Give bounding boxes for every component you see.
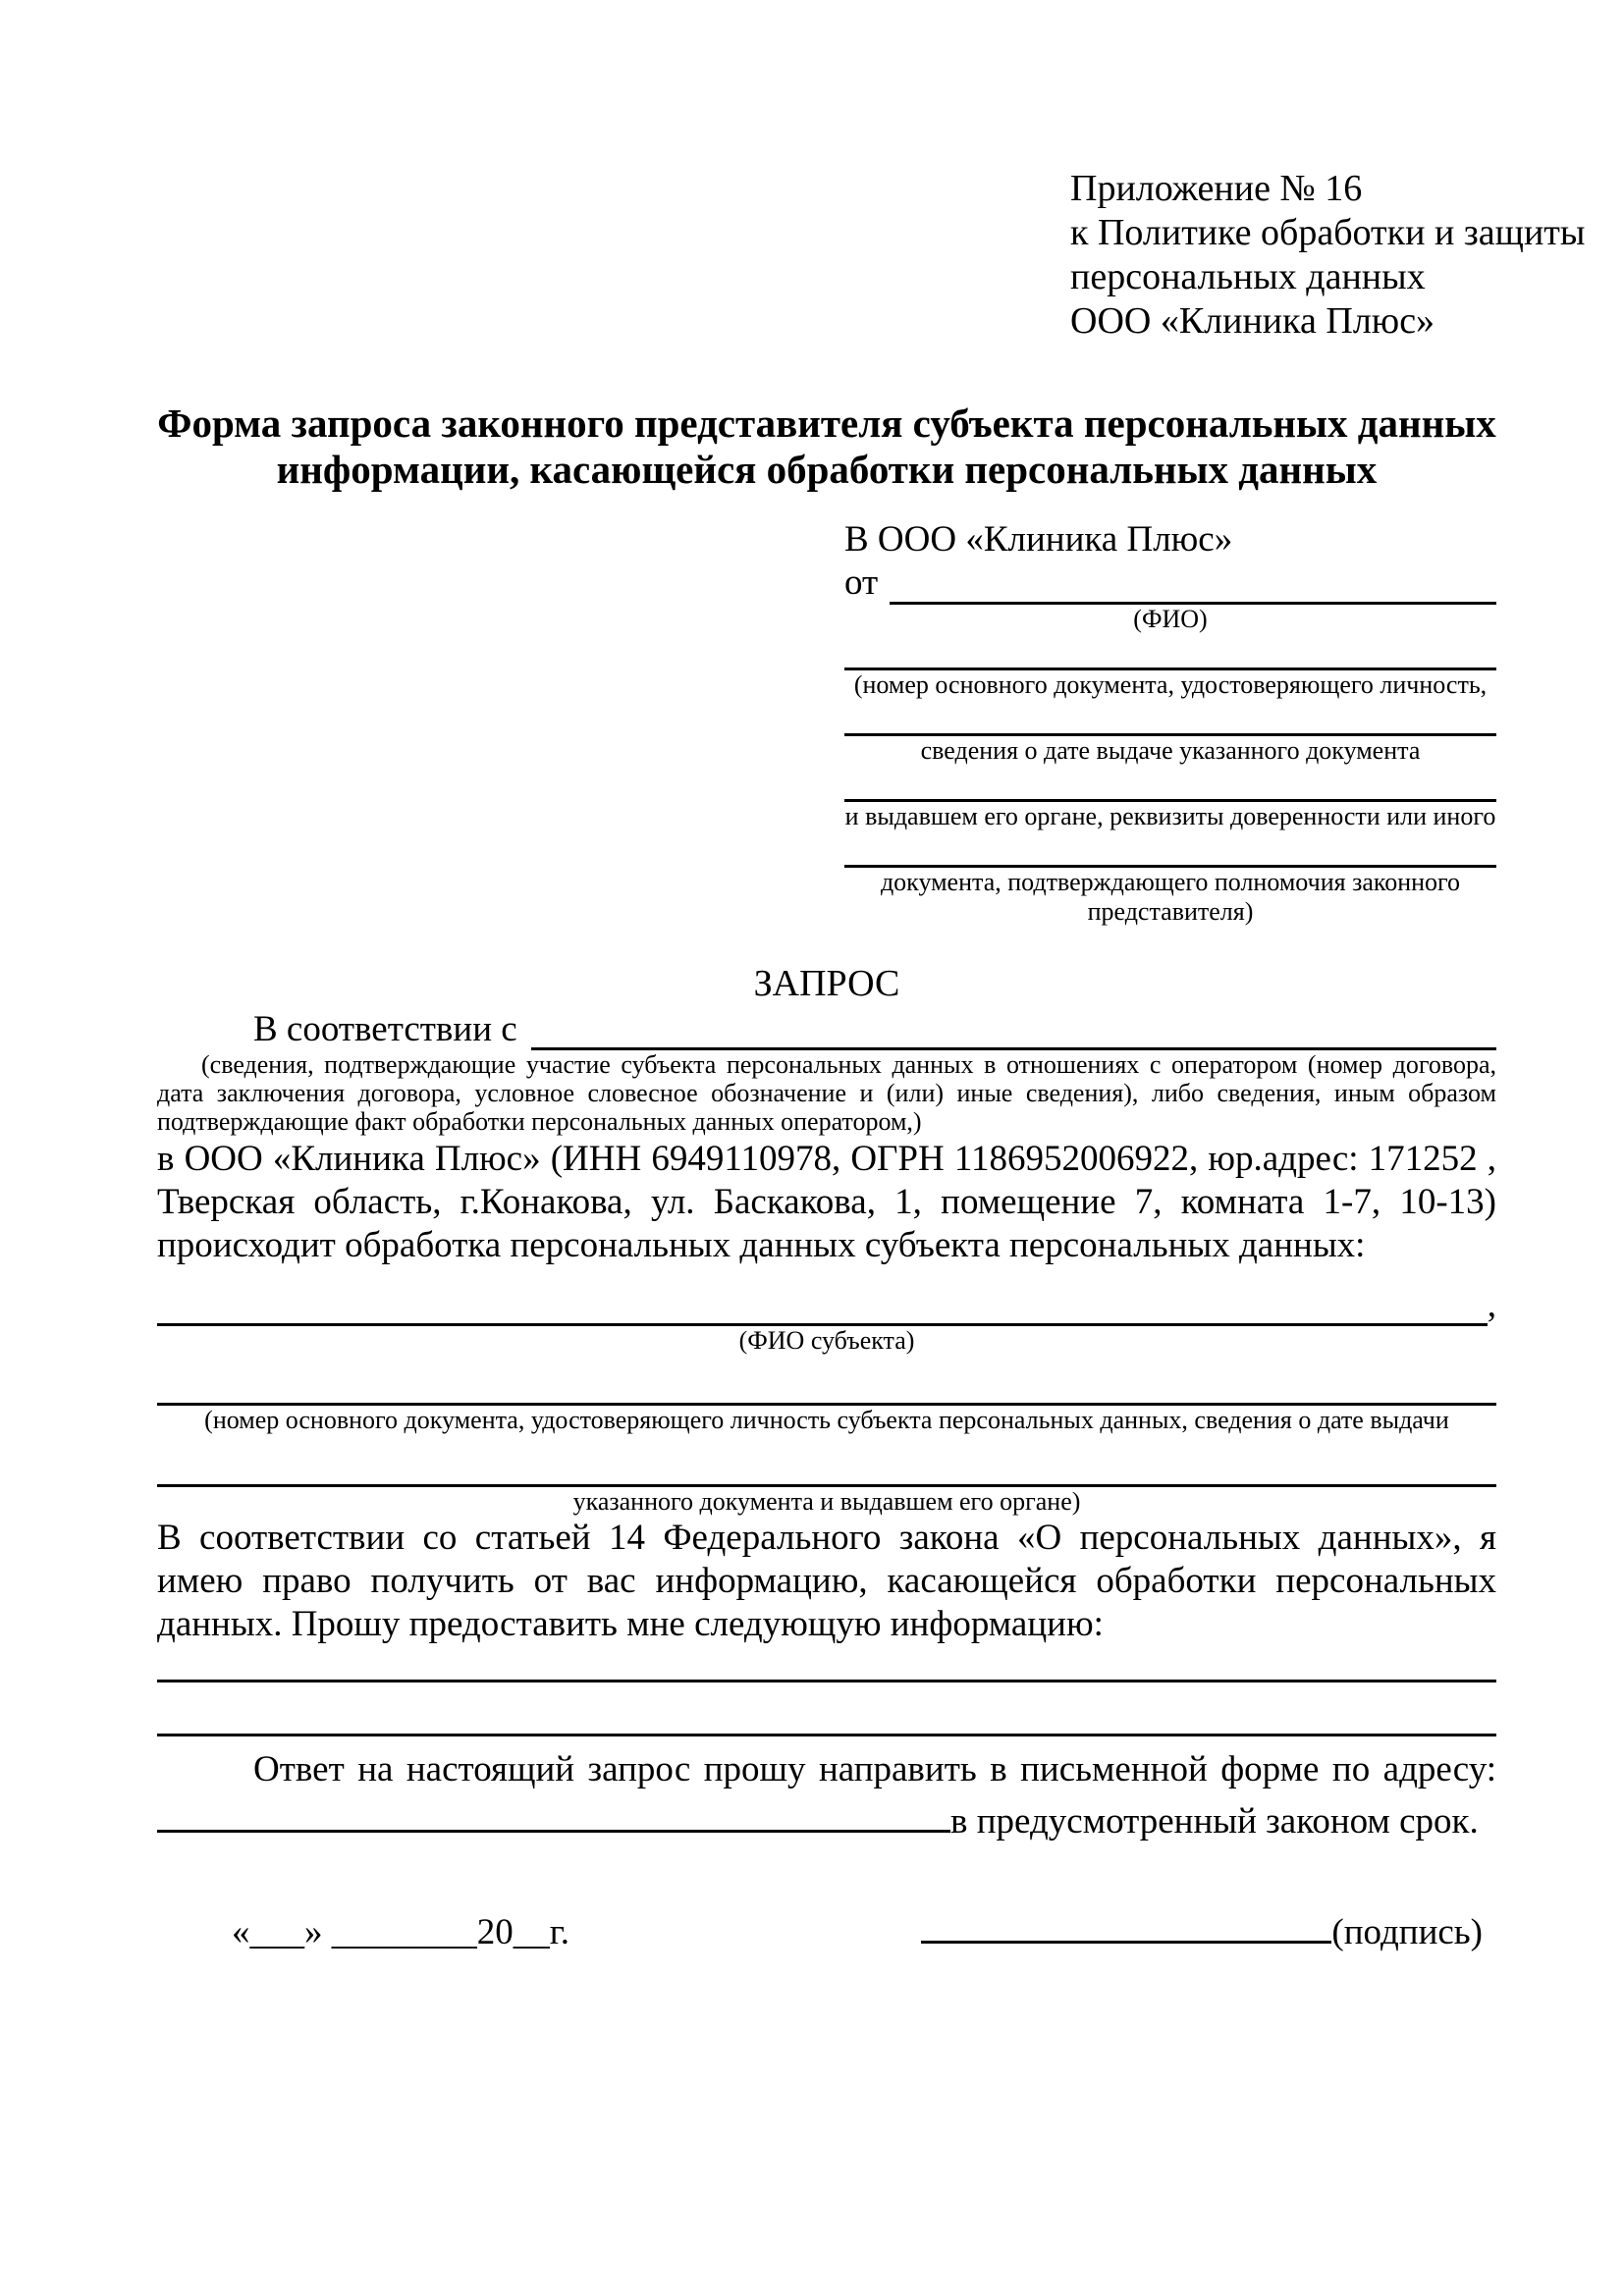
intro-footnote: (сведения, подтверждающие участие субъекта персональных данных в отношениях с оператором (номер договора, дата заключения договора, условное словесное обозначение и (или) иные сведения), либо сведения, иным образом подтверждающие факт обработки персональных данных оператором,) [157,1050,1496,1136]
subject-fio-comma: , [1487,1285,1496,1325]
document-number-blank-field [844,634,1496,670]
operator-paragraph: в ООО «Клиника Плюс» (ИНН 6949110978, ОГРН 1186952006922, юр.адрес: 171252 , Тверская область, г.Конакова, ул. Баскакова, 1, помещение 7, комната 1-7, 10-13) происходит обработка персональных данных субъекта персональных данных: [157,1139,1496,1265]
representative-authority-blank-field [844,831,1496,868]
appendix-note-line: Приложение № 16 [1070,168,1363,209]
signature-caption: (подпись) [1331,1912,1483,1952]
from-label: от [844,562,879,603]
issuing-authority-blank-field [844,766,1496,802]
date-line: «___» ________20__г. [232,1912,570,1952]
appendix-note-line: ООО «Клиника Плюс» [1070,300,1435,342]
subject-document-blank-field-2 [157,1451,1496,1487]
appendix-note-line: к Политике обработки и защиты [1070,212,1586,253]
intro-blank-field [531,1010,1496,1050]
subject-fio-line [157,1285,1496,1326]
request-intro-line [157,1005,1496,1050]
reply-lead-text: Ответ на настоящий запрос прошу направить в письменной форме по адресу: [253,1749,1496,1789]
fio-blank-field [890,564,1496,605]
issue-date-blank-field [844,700,1496,736]
document-title-line-1: Форма запроса законного представителя субъекта персональных данных [157,400,1496,446]
subject-document-caption-2: указанного документа и выдавшем его органе) [572,1487,1081,1516]
fio-caption: (ФИО) [1133,605,1208,633]
subject-fio-caption: (ФИО субъекта) [738,1326,915,1355]
addressee-block [844,518,1496,927]
request-heading: ЗАПРОС [753,963,900,1004]
addressee-from-line [844,561,1496,605]
document-content [157,167,1586,1954]
appendix-note-line: персональных данных [1070,256,1426,297]
intro-label: В соответствии с [253,1009,517,1049]
appendix-note [1070,167,1586,344]
document-title [157,400,1496,493]
addressee-to-line: В ООО «Клиника Плюс» [844,519,1233,560]
issue-date-caption: сведения о дате выдаче указанного документа [920,736,1421,765]
information-blank-line-2 [157,1734,1496,1736]
representative-authority-caption: документа, подтверждающего полномочия законного представителя) [880,868,1461,926]
document-number-caption: (номер основного документа, удостоверяющего личность, [853,670,1488,699]
signature-blank-field [921,1904,1331,1944]
issuing-authority-caption: и выдавшем его органе, реквизиты доверенности или иного [844,802,1496,830]
footer-row [157,1904,1496,1954]
information-blank-line-1 [157,1680,1496,1682]
reply-address-blank-field [157,1793,950,1833]
reply-paragraph [157,1746,1496,1845]
signature-group [921,1904,1496,1954]
rights-paragraph: В соответствии со статьей 14 Федерального закона «О персональных данных», я имею право получить от вас информацию, касающейся обработки персональных данных. Прошу предоставить мне следующую информацию: [157,1518,1496,1644]
subject-document-caption-1: (номер основного документа, удостоверяющего личность субъекта персональных данных, сведения о дате выдачи [204,1406,1449,1434]
document-title-line-2: информации, касающейся обработки персональных данных [276,447,1378,492]
subject-document-blank-field-1 [157,1369,1496,1406]
reply-tail-text: в предусмотренный законом срок. [950,1801,1479,1842]
subject-fio-blank-field [157,1294,1488,1326]
